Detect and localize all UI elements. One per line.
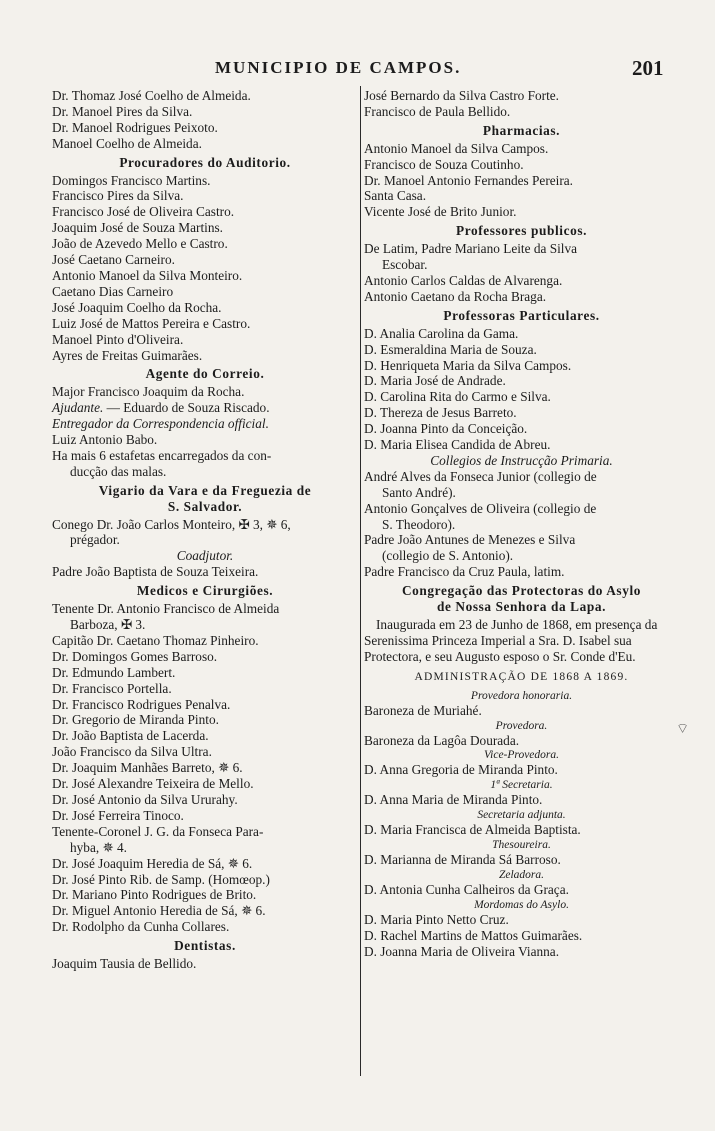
list-item: Antonio Caetano da Rocha Braga.	[364, 288, 547, 304]
role-label: Provedora honoraria.	[470, 689, 573, 702]
list-item: Baroneza de Muriahé.	[364, 702, 482, 718]
list-item: Padre Francisco da Cruz Paula, latim.	[364, 564, 565, 580]
role-label: Entregador da Correspondencia official.	[52, 416, 269, 432]
list-item: Santa Casa.	[364, 188, 427, 204]
role-label: Thesoureira.	[492, 839, 551, 852]
list-item: Antonio Manoel da Silva Campos.	[364, 140, 549, 156]
list-item: prégador.	[70, 532, 120, 548]
list-item: João de Azevedo Mello e Castro.	[52, 236, 228, 252]
list-item: (collegio de S. Antonio).	[382, 548, 514, 564]
list-item: D. Anna Gregoria de Miranda Pinto.	[364, 762, 558, 778]
list-item: Joaquim José de Souza Martins.	[52, 220, 223, 236]
list-item: Caetano Dias Carneiro	[52, 283, 174, 299]
role-label: Vice-Provedora.	[483, 749, 560, 762]
list-item: Padre João Baptista de Souza Teixeira.	[52, 564, 259, 580]
list-item: D. Marianna de Miranda Sá Barroso.	[364, 852, 561, 868]
list-item: Joaquim Tausia de Bellido.	[52, 956, 197, 972]
list-item: D. Analia Carolina da Gama.	[364, 325, 519, 341]
page-number: 201	[632, 56, 664, 80]
list-item: Francisco José de Oliveira Castro.	[52, 204, 235, 220]
list-item: Dr. Manoel Rodrigues Peixoto.	[52, 119, 218, 135]
list-item: Manoel Coelho de Almeida.	[52, 135, 202, 151]
list-item: Dr. Gregorio de Miranda Pinto.	[52, 712, 219, 728]
list-item: Dr. José Pinto Rib. de Samp. (Homœop.)	[52, 871, 270, 887]
list-item: D. Joanna Pinto da Conceição.	[364, 421, 528, 437]
role-label: 1ª Secretaria.	[490, 779, 553, 792]
list-item: Padre João Antunes de Menezes e Silva	[364, 532, 576, 548]
list-item: Dr. João Baptista de Lacerda.	[52, 728, 209, 744]
list-item: D. Maria Francisca de Almeida Baptista.	[364, 822, 581, 838]
list-item: Ayres de Freitas Guimarães.	[52, 347, 203, 363]
list-item: Conego Dr. João Carlos Monteiro, ✠ 3, ✵ 6,	[52, 516, 291, 532]
right-column	[364, 88, 679, 960]
page-title: MUNICIPIO DE CAMPOS.	[215, 58, 462, 77]
list-item: Dr. Manoel Pires da Silva.	[52, 103, 193, 119]
section-heading-agente: Agente do Correio.	[145, 366, 265, 382]
list-item: D. Anna Maria de Miranda Pinto.	[364, 792, 543, 808]
list-item: Antonio Carlos Caldas de Alvarenga.	[364, 272, 563, 288]
list-item: S. Theodoro).	[382, 516, 456, 532]
text-line: Ha mais 6 estafetas encarregados da con-	[52, 447, 272, 463]
list-item: Dr. Miguel Antonio Heredia de Sá, ✵ 6.	[52, 903, 266, 919]
role-label: Mordomas do Asylo.	[474, 898, 569, 911]
list-item: Barboza, ✠ 3.	[70, 617, 146, 632]
list-item: Dr. José Ferreira Tinoco.	[52, 807, 184, 823]
role-name: — Eduardo de Souza Riscado.	[103, 400, 270, 416]
list-item: Tenente Dr. Antonio Francisco de Almeida	[52, 601, 280, 617]
administration-heading: ADMINISTRAÇÃO DE 1868 A 1869.	[414, 670, 629, 683]
list-item: Dr. José Alexandre Teixeira de Mello.	[52, 776, 254, 792]
section-heading-medicos: Medicos e Cirurgiões.	[136, 583, 274, 599]
list-item: Francisco de Paula Bellido.	[364, 103, 511, 119]
section-heading-vigario-2: S. Salvador.	[167, 498, 243, 514]
list-item: Dr. Domingos Gomes Barroso.	[52, 648, 218, 664]
list-item: Dr. Mariano Pinto Rodrigues de Brito.	[52, 887, 257, 903]
list-item: D. Maria Elisea Candida de Abreu.	[364, 437, 551, 453]
list-item: D. Rachel Martins de Mattos Guimarães.	[364, 927, 583, 943]
section-heading-professores: Professores publicos.	[455, 223, 588, 239]
list-item: D. Joanna Maria de Oliveira Vianna.	[364, 943, 560, 959]
list-item	[52, 400, 358, 416]
list-item: José Bernardo da Silva Castro Forte.	[364, 88, 559, 103]
list-item: Dr. Manoel Antonio Fernandes Pereira.	[364, 172, 574, 188]
list-item: Dr. Francisco Rodrigues Penalva.	[52, 696, 231, 712]
list-item: André Alves da Fonseca Junior (collegio de	[364, 468, 597, 484]
section-heading-dentistas: Dentistas.	[174, 938, 236, 954]
paragraph-inauguration: Inaugurada em 23 de Junho de 1868, em presença da Serenissima Princeza Imperial a Sra. D. Isabel sua Protectora, e seu Augusto esposo o Sr. Conde d'Eu.	[364, 617, 658, 664]
section-heading-pharmacias: Pharmacias.	[482, 122, 561, 138]
list-item: Dr. José Antonio da Silva Ururahy.	[52, 791, 238, 807]
list-item: Tenente-Coronel J. G. da Fonseca Para-	[52, 823, 264, 839]
list-item: Antonio Gonçalves de Oliveira (collegio de	[364, 500, 597, 516]
list-item: Dr. Joaquim Manhães Barreto, ✵ 6.	[52, 760, 243, 776]
list-item: D. Maria José de Andrade.	[364, 373, 506, 389]
list-item: Dr. Thomaz José Coelho de Almeida.	[52, 88, 251, 103]
list-item: José Joaquim Coelho da Rocha.	[52, 299, 222, 315]
list-item: Domingos Francisco Martins.	[52, 172, 211, 188]
list-item: Luiz José de Mattos Pereira e Castro.	[52, 315, 251, 331]
list-item: hyba, ✵ 4.	[70, 839, 127, 855]
role-label: Ajudante.	[52, 400, 104, 416]
list-item: Escobar.	[382, 257, 428, 273]
section-heading-procuradores: Procuradores do Auditorio.	[119, 154, 291, 170]
list-item: D. Henriqueta Maria da Silva Campos.	[364, 357, 572, 373]
section-heading-professoras: Professoras Particulares.	[443, 307, 600, 323]
section-heading-congregacao-2: de Nossa Senhora da Lapa.	[436, 599, 607, 615]
page-header	[0, 58, 715, 84]
list-item: Santo André).	[382, 484, 456, 500]
section-heading-congregacao: Congregação das Protectoras do Asylo	[401, 583, 641, 599]
list-item: Francisco de Souza Coutinho.	[364, 156, 524, 172]
section-heading-collegios: Collegios de Instrucção Primaria.	[430, 452, 613, 468]
list-item: D. Maria Pinto Netto Cruz.	[364, 911, 509, 927]
list-item: Baroneza da Lagôa Dourada.	[364, 732, 520, 748]
list-item: José Caetano Carneiro.	[52, 252, 175, 268]
section-heading-vigario: Vigario da Vara e da Freguezia de	[98, 482, 312, 498]
column-divider	[360, 86, 361, 1076]
list-item: Antonio Manoel da Silva Monteiro.	[52, 267, 243, 283]
list-item: De Latim, Padre Mariano Leite da Silva	[364, 241, 578, 257]
pencil-mark-icon: ⌔	[676, 721, 690, 737]
list-item: Dr. Edmundo Lambert.	[52, 664, 176, 680]
list-item: D. Thereza de Jesus Barreto.	[364, 405, 517, 421]
list-item: D. Carolina Rita do Carmo e Silva.	[364, 389, 551, 405]
list-item: Manoel Pinto d'Oliveira.	[52, 331, 184, 347]
role-label: Zeladora.	[498, 869, 545, 882]
list-item: Vicente José de Brito Junior.	[364, 204, 517, 220]
list-item: Dr. Francisco Portella.	[52, 680, 172, 696]
role-label: Coadjutor.	[176, 548, 234, 564]
list-item: Dr. Rodolpho da Cunha Collares.	[52, 919, 230, 935]
role-label: Secretaria adjunta.	[477, 809, 566, 822]
list-item: Francisco Pires da Silva.	[52, 188, 184, 204]
list-item: Capitão Dr. Caetano Thomaz Pinheiro.	[52, 632, 259, 648]
left-column	[52, 88, 358, 972]
list-item: D. Antonia Cunha Calheiros da Graça.	[364, 882, 569, 898]
text-line: ducção das malas.	[70, 463, 167, 479]
list-item: Luiz Antonio Babo.	[52, 432, 158, 448]
role-label: Provedora.	[495, 719, 548, 732]
list-item: Major Francisco Joaquim da Rocha.	[52, 384, 245, 400]
list-item: João Francisco da Silva Ultra.	[52, 744, 212, 760]
list-item: D. Esmeraldina Maria de Souza.	[364, 341, 537, 357]
list-item: Dr. José Joaquim Heredia de Sá, ✵ 6.	[52, 855, 253, 871]
